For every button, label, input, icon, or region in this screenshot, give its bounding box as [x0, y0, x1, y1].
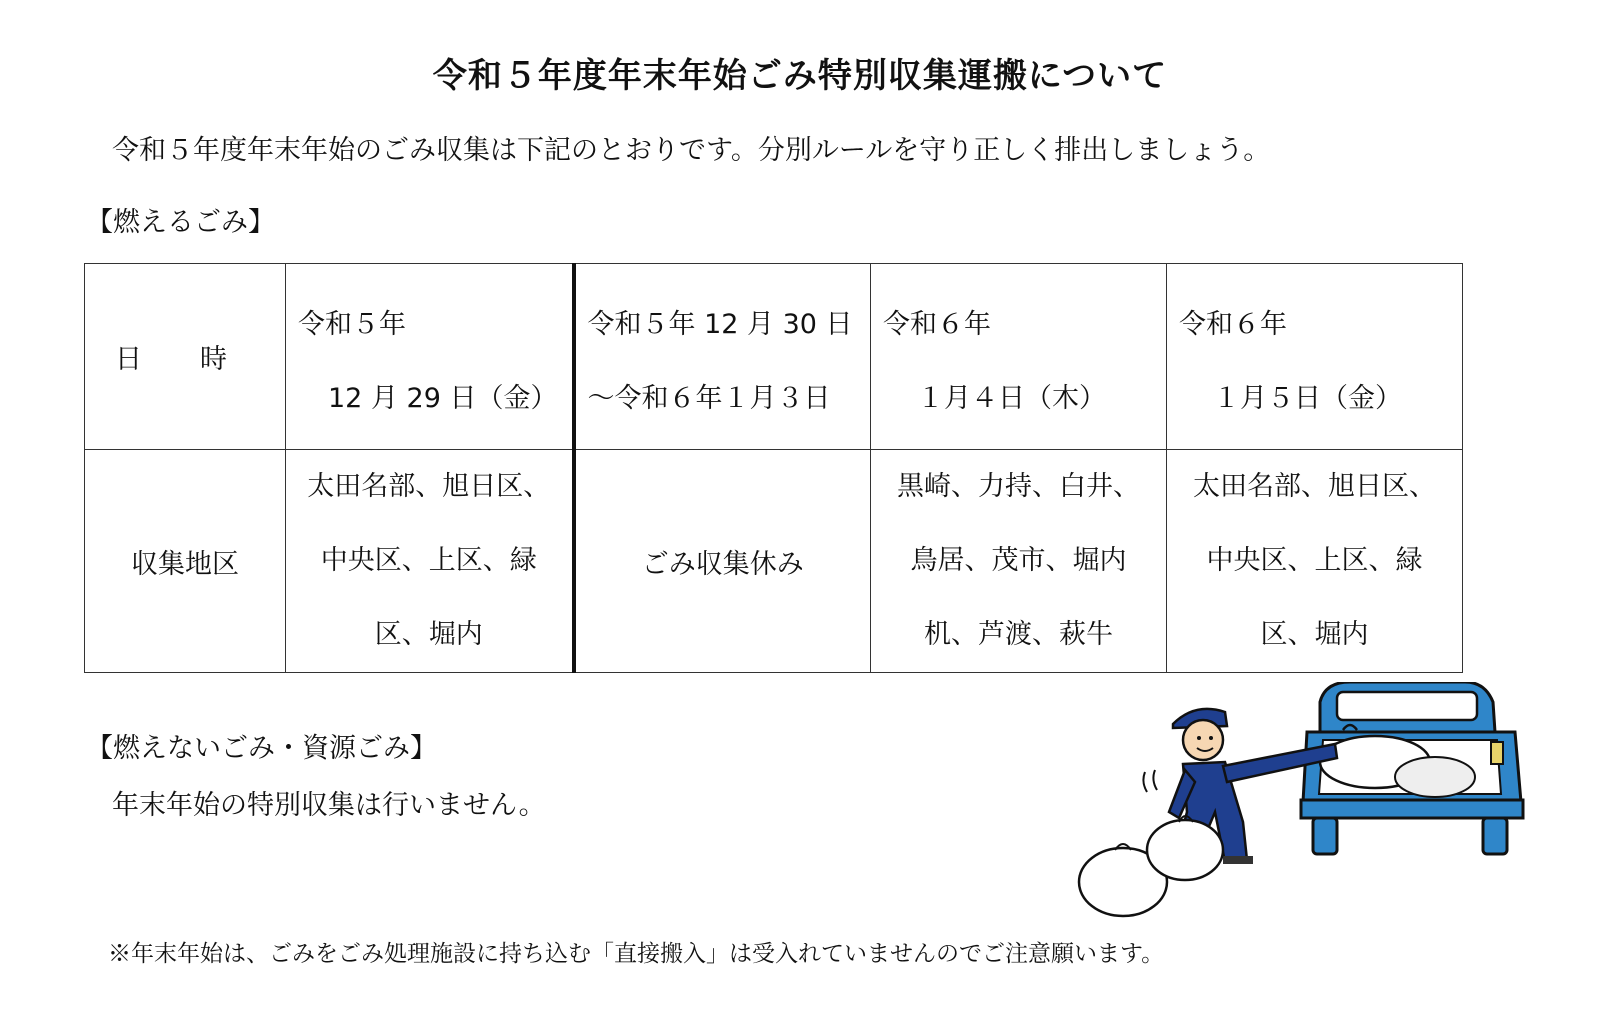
area-header: 収集地区 — [85, 450, 286, 673]
page-title: 令和５年度年末年始ごみ特別収集運搬について — [432, 56, 1168, 96]
area-cell-3 — [871, 450, 1167, 673]
area-cell-2-holiday: ごみ収集休み — [574, 450, 871, 673]
area-cell-1-line: 区、堀内 — [374, 619, 483, 650]
area-cell-4-line: 中央区、上区、緑 — [1206, 545, 1423, 576]
date-cell-3 — [871, 264, 1167, 450]
date-cell-2 — [574, 264, 871, 450]
area-row — [85, 450, 1463, 673]
date-cell-4-year: 令和６年 — [1179, 309, 1287, 340]
footnote: ※年末年始は、ごみをごみ処理施設に持ち込む「直接搬入」は受入れていませんのでご注意願います。 — [108, 941, 1165, 967]
garbage-collector-truck-icon — [1075, 682, 1575, 932]
burnable-section-label: 【燃えるごみ】 — [86, 207, 275, 238]
date-header: 日時 — [85, 264, 286, 450]
date-cell-1-day: 12 月 29 日（金） — [328, 383, 558, 414]
area-cell-1 — [286, 450, 574, 673]
area-cell-1-line: 中央区、上区、緑 — [320, 545, 537, 576]
area-cell-3-line: 鳥居、茂市、堀内 — [910, 545, 1127, 576]
date-cell-4 — [1167, 264, 1463, 450]
area-cell-4-line: 太田名部、旭日区、 — [1193, 471, 1436, 502]
date-row — [85, 264, 1463, 450]
date-cell-1-year: 令和５年 — [298, 309, 406, 340]
date-cell-2-start: 令和５年 12 月 30 日 — [587, 309, 853, 340]
date-cell-3-year: 令和６年 — [883, 309, 991, 340]
date-cell-1 — [286, 264, 574, 450]
intro-text: 令和５年度年末年始のごみ収集は下記のとおりです。分別ルールを守り正しく排出しましょう。 — [112, 135, 1271, 166]
nonburnable-note: 年末年始の特別収集は行いません。 — [112, 790, 546, 821]
area-cell-4 — [1167, 450, 1463, 673]
truck-icon — [1301, 682, 1523, 854]
collection-schedule-table — [84, 263, 1463, 673]
nonburnable-section-label: 【燃えないごみ・資源ごみ】 — [86, 733, 437, 764]
area-cell-1-line: 太田名部、旭日区、 — [307, 471, 551, 502]
date-cell-4-day: １月５日（金） — [1213, 383, 1402, 414]
date-cell-2-end: ～令和６年１月３日 — [587, 383, 831, 414]
area-cell-3-line: 黒崎、力持、白井、 — [897, 471, 1140, 502]
date-cell-3-day: １月４日（木） — [917, 383, 1106, 414]
area-cell-4-line: 区、堀内 — [1260, 619, 1369, 650]
area-cell-3-line: 机、芦渡、萩牛 — [924, 619, 1113, 650]
